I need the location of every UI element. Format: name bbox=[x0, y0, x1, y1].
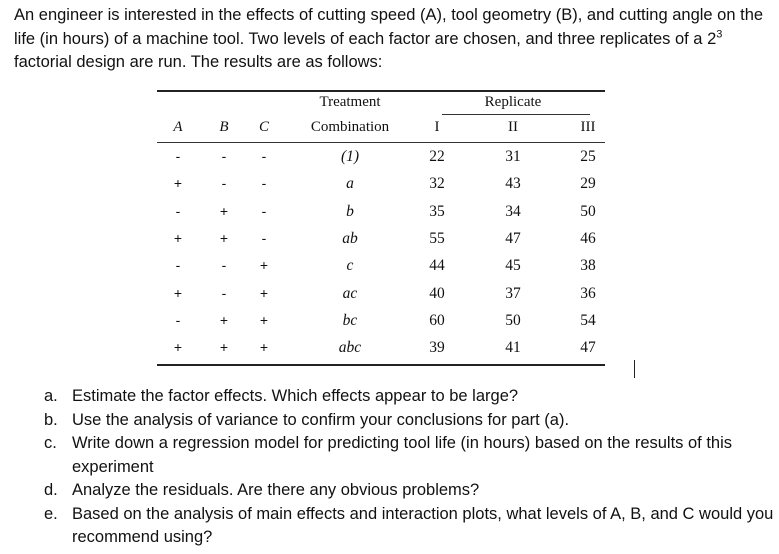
replicate-3-cell: 29 bbox=[580, 175, 596, 193]
header-replicate-2: II bbox=[508, 119, 518, 135]
question-marker: a. bbox=[44, 387, 58, 405]
factor-c-cell: - bbox=[261, 148, 267, 164]
factor-a-cell: + bbox=[173, 175, 183, 192]
replicate-2-cell: 34 bbox=[505, 202, 521, 220]
question-marker: c. bbox=[44, 434, 57, 452]
factor-c-cell: + bbox=[259, 257, 269, 274]
table-top-rule bbox=[157, 90, 605, 92]
replicate-1-cell: 55 bbox=[429, 229, 445, 247]
combination-cell: c bbox=[346, 257, 354, 275]
question-item bbox=[14, 503, 774, 550]
header-replicate-3: III bbox=[580, 119, 596, 135]
question-text: Write down a regression model for predicting tool life (in hours) based on the results of this experiment bbox=[72, 434, 733, 476]
question-marker: d. bbox=[44, 481, 58, 499]
factor-b-cell: + bbox=[219, 339, 229, 356]
question-text: Based on the analysis of main effects and interaction plots, what levels of A, B, and C would you recommend using? bbox=[72, 504, 774, 546]
data-table bbox=[157, 90, 605, 365]
question-marker: e. bbox=[44, 504, 58, 523]
problem-text-part-2: factorial design are run. The results are as follows: bbox=[14, 53, 383, 71]
replicate-1-cell: 22 bbox=[429, 148, 445, 165]
replicate-3-cell: 47 bbox=[580, 339, 596, 357]
factor-c-cell: - bbox=[261, 175, 267, 192]
factor-b-cell: - bbox=[221, 175, 227, 192]
replicate-3-cell: 54 bbox=[580, 311, 596, 329]
header-rule bbox=[157, 142, 605, 143]
problem-statement bbox=[14, 4, 769, 75]
header-treatment: Treatment bbox=[319, 94, 381, 110]
combination-cell: ac bbox=[342, 284, 358, 302]
replicate-2-cell: 41 bbox=[505, 339, 521, 357]
table-bottom-rule bbox=[157, 364, 605, 366]
factor-a-cell: - bbox=[175, 311, 181, 328]
factor-a-cell: + bbox=[173, 339, 183, 356]
factor-c-cell: - bbox=[261, 202, 267, 219]
question-item bbox=[14, 432, 774, 479]
replicate-underline bbox=[442, 114, 590, 115]
question-list bbox=[14, 385, 774, 550]
factor-c-cell: + bbox=[259, 311, 269, 328]
question-item bbox=[14, 479, 774, 503]
replicate-3-cell: 36 bbox=[580, 284, 596, 302]
text-cursor bbox=[634, 360, 635, 378]
factor-a-cell: - bbox=[175, 202, 181, 219]
question-text: Use the analysis of variance to confirm your conclusions for part (a). bbox=[72, 410, 570, 429]
replicate-2-cell: 37 bbox=[505, 284, 521, 302]
combination-cell: (1) bbox=[340, 148, 360, 165]
factor-b-cell: + bbox=[219, 202, 229, 219]
question-text: Analyze the residuals. Are there any obvious problems? bbox=[72, 481, 480, 499]
factor-b-cell: + bbox=[219, 311, 229, 328]
factor-c-cell: - bbox=[261, 229, 267, 246]
question-item bbox=[14, 409, 774, 433]
factor-a-cell: - bbox=[175, 257, 181, 274]
header-c: C bbox=[258, 119, 269, 135]
replicate-1-cell: 44 bbox=[429, 257, 445, 275]
factor-b-cell: + bbox=[219, 229, 229, 246]
replicate-2-cell: 47 bbox=[505, 229, 521, 247]
replicate-3-cell: 25 bbox=[580, 148, 596, 165]
factor-c-cell: + bbox=[259, 339, 269, 356]
combination-cell: b bbox=[346, 202, 354, 220]
header-replicate: Replicate bbox=[484, 94, 542, 110]
combination-cell: bc bbox=[342, 311, 358, 329]
factor-a-cell: - bbox=[175, 148, 181, 164]
factor-b-cell: - bbox=[221, 284, 227, 301]
replicate-1-cell: 35 bbox=[429, 202, 445, 220]
factor-b-cell: - bbox=[221, 148, 227, 164]
factor-c-cell: + bbox=[259, 284, 269, 301]
question-marker: b. bbox=[44, 410, 58, 429]
header-b: B bbox=[219, 119, 229, 135]
factor-a-cell: + bbox=[173, 284, 183, 301]
header-a: A bbox=[173, 119, 183, 135]
question-item bbox=[14, 385, 774, 409]
replicate-2-cell: 45 bbox=[505, 257, 521, 275]
replicate-3-cell: 46 bbox=[580, 229, 596, 247]
combination-cell: a bbox=[346, 175, 354, 193]
problem-text-part-1: An engineer is interested in the effects of cutting speed (A), tool geometry (B), and cutting angle on the life (in hours) of a machine tool. Two levels of each factor are chosen, and three replicates of a 2 bbox=[14, 6, 764, 48]
header-replicate-1: I bbox=[434, 119, 440, 135]
replicate-2-cell: 43 bbox=[505, 175, 521, 193]
replicate-3-cell: 38 bbox=[580, 257, 596, 275]
replicate-1-cell: 40 bbox=[429, 284, 445, 302]
replicate-2-cell: 31 bbox=[505, 148, 521, 165]
question-text: Estimate the factor effects. Which effects appear to be large? bbox=[72, 387, 519, 405]
combination-cell: abc bbox=[338, 339, 362, 357]
factor-a-cell: + bbox=[173, 229, 183, 246]
replicate-1-cell: 32 bbox=[429, 175, 445, 193]
replicate-2-cell: 50 bbox=[505, 311, 521, 329]
combination-cell: ab bbox=[342, 229, 358, 247]
factor-b-cell: - bbox=[221, 257, 227, 274]
replicate-3-cell: 50 bbox=[580, 202, 596, 220]
header-combination: Combination bbox=[310, 119, 390, 135]
exponent: 3 bbox=[716, 28, 723, 40]
replicate-1-cell: 39 bbox=[429, 339, 445, 357]
replicate-1-cell: 60 bbox=[429, 311, 445, 329]
